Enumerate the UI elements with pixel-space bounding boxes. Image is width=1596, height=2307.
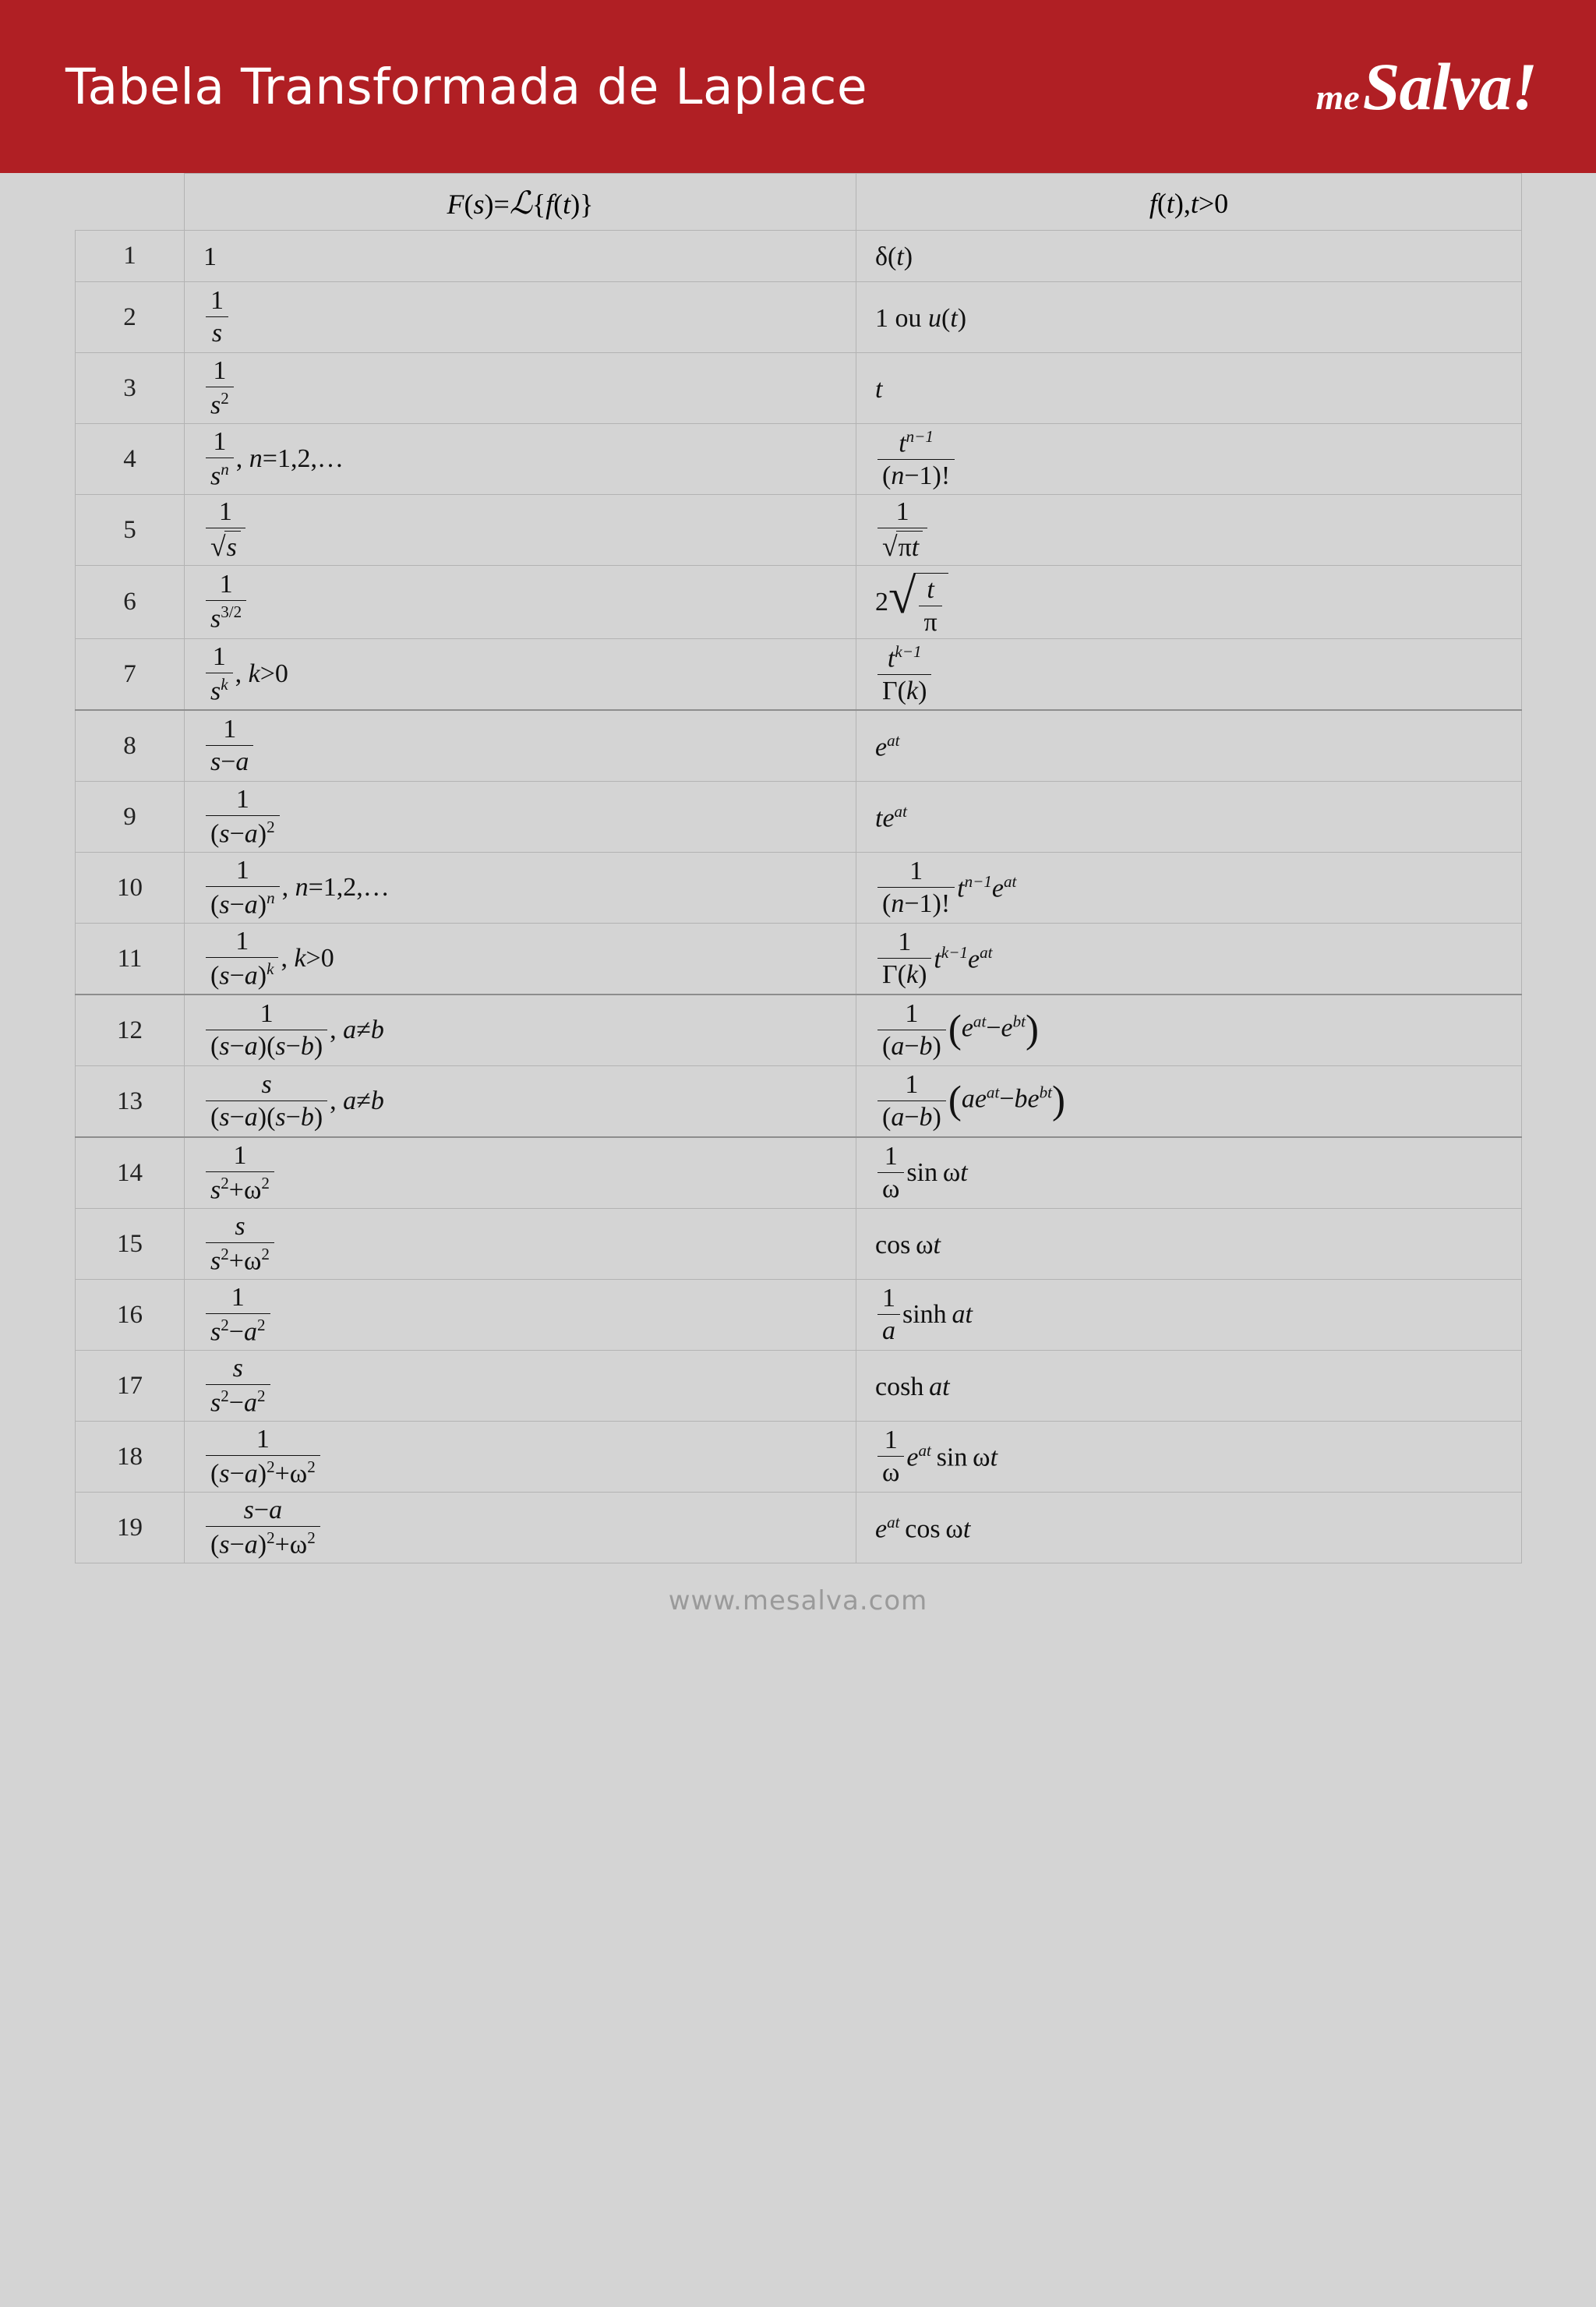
row-index: 3	[76, 353, 185, 424]
row-F-expression: $\frac{1}{s}$	[185, 282, 856, 353]
table-row	[76, 995, 1522, 1066]
table-row	[76, 231, 1522, 282]
row-F-expression: $\frac{s}{(s-a)(s-b)}$ , a≠b	[185, 1066, 856, 1138]
mesalva-logo	[1315, 48, 1537, 125]
row-f-expression: 2√ $\frac{t}{\pi}$	[856, 566, 1522, 639]
table-row	[76, 1422, 1522, 1493]
page-title: Tabela Transformada de Laplace	[65, 58, 868, 115]
row-f-expression: $te^{at}$	[856, 782, 1522, 853]
row-F-expression: $\frac{1}{s^k}$ , k>0	[185, 639, 856, 711]
row-F-expression: 1	[185, 231, 856, 282]
table-row	[76, 1209, 1522, 1280]
row-f-expression: $e^{at}$ cos ωt	[856, 1493, 1522, 1563]
row-f-expression: $\frac{1}{(n-1)!}$ $t^{n-1}e^{at}$	[856, 853, 1522, 924]
row-f-expression: 1 ou u(t)	[856, 282, 1522, 353]
row-f-expression: $\frac{t^{k-1}}{\Gamma(k)}$	[856, 639, 1522, 711]
table-row	[76, 1493, 1522, 1563]
table-row	[76, 282, 1522, 353]
row-F-expression: $\frac{1}{(s-a)^n}$ , n=1,2,…	[185, 853, 856, 924]
row-f-expression: $\frac{1}{√\pi t}$	[856, 495, 1522, 566]
row-f-expression: $e^{at}$	[856, 710, 1522, 782]
row-F-expression: $\frac{1}{(s-a)^2}$	[185, 782, 856, 853]
row-f-expression: $\frac{1}{\omega}$ sin ωt	[856, 1137, 1522, 1209]
table-row	[76, 853, 1522, 924]
row-F-expression: $\frac{s}{s^2-a^2}$	[185, 1351, 856, 1422]
row-index: 14	[76, 1137, 185, 1209]
row-F-expression: $\frac{1}{(s-a)^2+\omega^2}$	[185, 1422, 856, 1493]
row-index: 5	[76, 495, 185, 566]
row-f-expression: δ(t)	[856, 231, 1522, 282]
table-header-row	[76, 174, 1522, 231]
row-index: 13	[76, 1066, 185, 1138]
table-row	[76, 1280, 1522, 1351]
header-index-blank	[76, 174, 185, 231]
table-row	[76, 1351, 1522, 1422]
row-F-expression: $\frac{1}{s^{3/2}}$	[185, 566, 856, 639]
table-row	[76, 495, 1522, 566]
table-row	[76, 924, 1522, 995]
row-index: 9	[76, 782, 185, 853]
header-F-s: F(s)=ℒ{f(t)}	[185, 174, 856, 231]
row-index: 19	[76, 1493, 185, 1563]
row-F-expression: $\frac{1}{s^2}$	[185, 353, 856, 424]
row-F-expression: $\frac{s-a}{(s-a)^2+\omega^2}$	[185, 1493, 856, 1563]
row-f-expression: $\frac{1}{(a-b)}$ $(e^{at}-e^{bt})$	[856, 995, 1522, 1066]
row-F-expression: $\frac{1}{s^n}$ , n=1,2,…	[185, 424, 856, 495]
row-index: 4	[76, 424, 185, 495]
row-index: 2	[76, 282, 185, 353]
row-f-expression: $\frac{t^{n-1}}{(n-1)!}$	[856, 424, 1522, 495]
row-index: 16	[76, 1280, 185, 1351]
row-f-expression: $\frac{1}{(a-b)}$ $(ae^{at}-be^{bt})$	[856, 1066, 1522, 1138]
row-index: 7	[76, 639, 185, 711]
table-row	[76, 639, 1522, 711]
row-index: 8	[76, 710, 185, 782]
row-index: 17	[76, 1351, 185, 1422]
row-F-expression: $\frac{1}{(s-a)(s-b)}$ , a≠b	[185, 995, 856, 1066]
row-index: 12	[76, 995, 185, 1066]
row-f-expression: cosh at	[856, 1351, 1522, 1422]
table-row	[76, 710, 1522, 782]
row-F-expression: $\frac{1}{s-a}$	[185, 710, 856, 782]
row-F-expression: $\frac{1}{(s-a)^k}$ , k>0	[185, 924, 856, 995]
page-header	[0, 0, 1596, 173]
row-f-expression: t	[856, 353, 1522, 424]
row-F-expression: $\frac{1}{s^2+\omega^2}$	[185, 1137, 856, 1209]
row-F-expression: $\frac{1}{√s}$	[185, 495, 856, 566]
table-row	[76, 1137, 1522, 1209]
row-F-expression: $\frac{s}{s^2+\omega^2}$	[185, 1209, 856, 1280]
row-f-expression: $\frac{1}{\Gamma(k)}$ $t^{k-1}e^{at}$	[856, 924, 1522, 995]
row-index: 6	[76, 566, 185, 639]
row-index: 15	[76, 1209, 185, 1280]
row-f-expression: $\frac{1}{\omega}$ $e^{at}$ sin ωt	[856, 1422, 1522, 1493]
header-f-t: f(t),t>0	[856, 174, 1522, 231]
table-row	[76, 424, 1522, 495]
laplace-table-container	[0, 173, 1596, 1563]
row-F-expression: $\frac{1}{s^2-a^2}$	[185, 1280, 856, 1351]
row-f-expression: $\frac{1}{a}$ sinh at	[856, 1280, 1522, 1351]
table-row	[76, 1066, 1522, 1138]
row-index: 11	[76, 924, 185, 995]
row-index: 18	[76, 1422, 185, 1493]
table-row	[76, 782, 1522, 853]
table-row	[76, 566, 1522, 639]
logo-text-salva: Salva!	[1362, 49, 1537, 124]
footer-url: www.mesalva.com	[668, 1585, 928, 1617]
row-index: 1	[76, 231, 185, 282]
laplace-transform-table	[75, 173, 1522, 1563]
logo-text-me: me	[1315, 77, 1360, 117]
row-f-expression: cos ωt	[856, 1209, 1522, 1280]
row-index: 10	[76, 853, 185, 924]
table-row	[76, 353, 1522, 424]
